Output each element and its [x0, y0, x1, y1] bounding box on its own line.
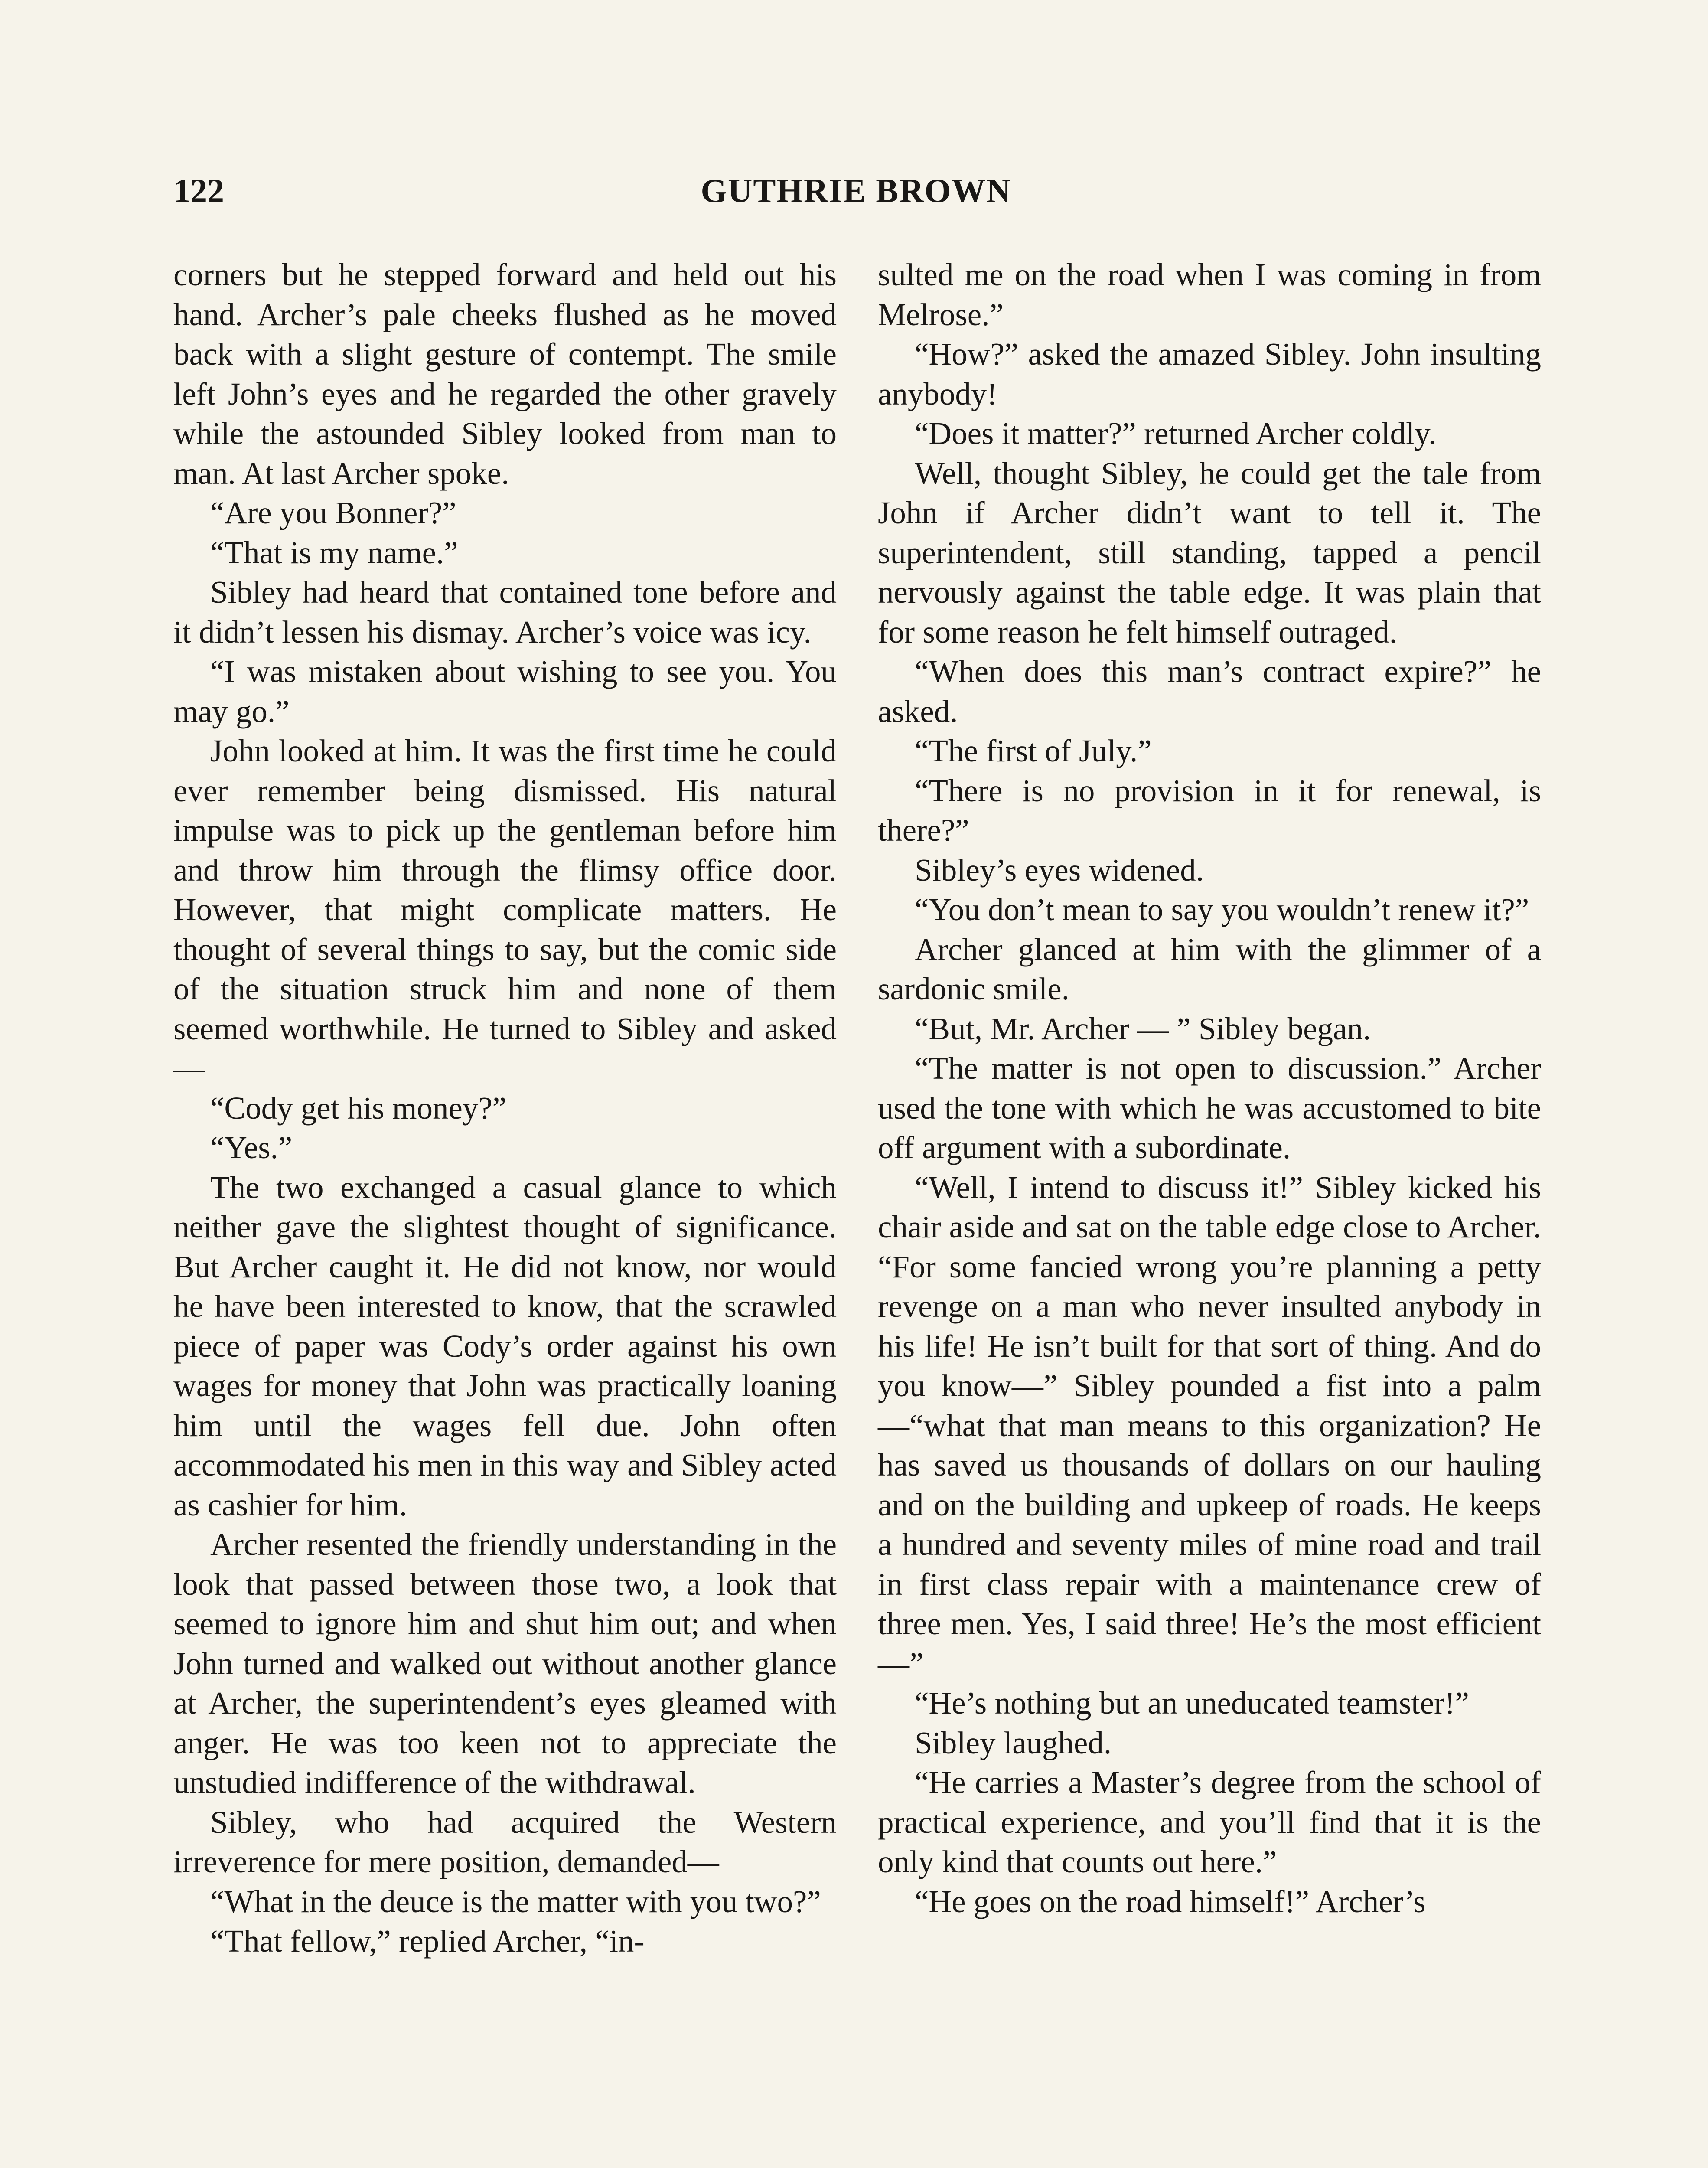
paragraph: “The first of July.” — [915, 733, 1152, 768]
paragraph: John looked at him. It was the first time he could ever remember being dismissed. His natural impulse was to pick up the gentleman before him and throw him through the flimsy office door. However, that might complicate matters. He thought of several things to say, but the comic side of the situation struck him and none of them seemed worthwhile. He turned to Sibley and asked— — [173, 733, 837, 1086]
right-column — [878, 255, 1541, 1921]
running-title: GUTHRIE BROWN — [701, 172, 1012, 209]
paragraph: Sibley laughed. — [915, 1725, 1112, 1760]
paragraph: Archer glanced at him with the glimmer of a sardonic smile. — [878, 931, 1541, 1006]
paragraph: “I was mistaken about wishing to see you. You may go.” — [173, 654, 837, 729]
page-header — [173, 165, 1539, 217]
paragraph: corners but he stepped forward and held out his hand. Archer’s pale cheeks flushed as he moved back with a slight gesture of contempt. The smile left John’s eyes and he regarded the other gravely while the astounded Sibley looked from man to man. At last Archer spoke. — [173, 257, 837, 491]
paragraph: Sibley, who had acquired the Western irreverence for mere position, demanded— — [173, 1804, 837, 1879]
paragraph: “Are you Bonner?” — [210, 495, 456, 530]
page-number: 122 — [173, 172, 224, 209]
paragraph: “But, Mr. Archer — ” Sibley began. — [915, 1011, 1371, 1046]
paragraph: “When does this man’s contract expire?” he asked. — [878, 654, 1541, 729]
paragraph: Sibley had heard that contained tone before and it didn’t lessen his dismay. Archer’s voice was icy. — [173, 575, 837, 650]
paragraph: “He’s nothing but an uneducated teamster!” — [915, 1685, 1470, 1721]
paragraph: “That fellow,” replied Archer, “in- — [210, 1923, 645, 1959]
left-column — [173, 255, 837, 1961]
paragraph: “He goes on the road himself!” Archer’s — [915, 1884, 1426, 1919]
paragraph: sulted me on the road when I was coming in from Melrose.” — [878, 257, 1541, 332]
paragraph: “There is no provision in it for renewal, is there?” — [878, 773, 1541, 848]
paragraph: “You don’t mean to say you wouldn’t renew it?” — [915, 892, 1529, 927]
paragraph: The two exchanged a casual glance to which neither gave the slightest thought of significance. But Archer caught it. He did not know, nor would he have been interested to know, that the scrawled piece of paper was Cody’s order against his own wages for money that John was practically loaning him until the wages fell due. John often accommodated his men in this way and Sibley acted as cashier for him. — [173, 1169, 837, 1522]
paragraph: Sibley’s eyes widened. — [915, 852, 1204, 888]
paragraph: “Well, I intend to discuss it!” Sibley kicked his chair aside and sat on the table edge close to Archer. “For some fancied wrong you’re planning a petty revenge on a man who never insulted anybody in his life! He isn’t built for that sort of thing. And do you know—” Sibley pounded a fist into a palm—“what that man means to this organization? He has saved us thousands of dollars on our hauling and on the building and upkeep of roads. He keeps a hundred and seventy miles of mine road and trail in first class repair with a maintenance crew of three men. Yes, I said three! He’s the most efficient—” — [878, 1169, 1541, 1681]
paragraph: “How?” asked the amazed Sibley. John insulting anybody! — [878, 336, 1541, 411]
paragraph: “The matter is not open to discussion.” Archer used the tone with which he was accustomed to bite off argument with a subordinate. — [878, 1051, 1541, 1165]
paragraph: “He carries a Master’s degree from the school of practical experience, and you’ll find that it is the only kind that counts out here.” — [878, 1765, 1541, 1879]
paragraph: “Does it matter?” returned Archer coldly. — [915, 416, 1437, 451]
paragraph: Archer resented the friendly understanding in the look that passed between those two, a look that seemed to ignore him and shut him out; and when John turned and walked out without another glance at Archer, the superintendent’s eyes gleamed with anger. He was too keen not to appreciate the unstudied indifference of the withdrawal. — [173, 1527, 837, 1800]
paragraph: “What in the deuce is the matter with you two?” — [210, 1884, 821, 1919]
paragraph: “Yes.” — [210, 1130, 293, 1165]
paragraph: Well, thought Sibley, he could get the tale from John if Archer didn’t want to tell it. The superintendent, still standing, tapped a pencil nervously against the table edge. It was plain that for some reason he felt himself outraged. — [878, 455, 1541, 650]
paragraph: “That is my name.” — [210, 535, 458, 570]
paragraph: “Cody get his money?” — [210, 1090, 507, 1126]
